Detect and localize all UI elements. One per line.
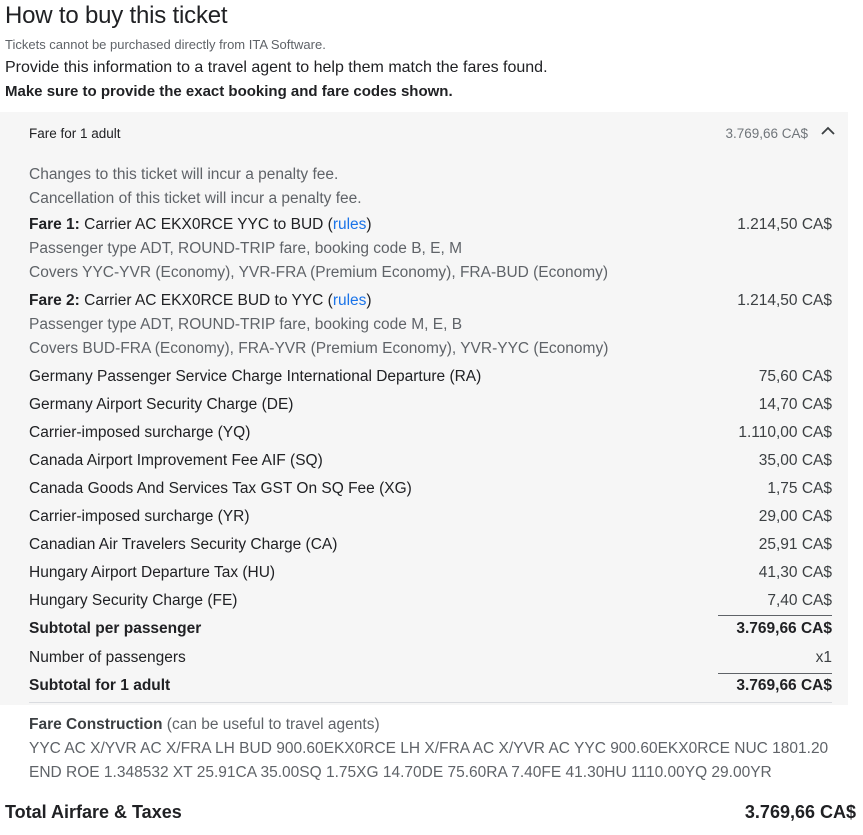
fare-1-detail-covers: Covers YYC-YVR (Economy), YVR-FRA (Premium Economy), FRA-BUD (Economy) [29, 264, 609, 281]
tax-label-sq: Canada Airport Improvement Fee AIF (SQ) [29, 452, 323, 469]
fare-2-rules-link[interactable]: rules [332, 292, 367, 309]
tax-amount-sq: 35,00 CA$ [758, 452, 832, 469]
fare-construction-line-1: YYC AC X/YVR AC X/FRA LH BUD 900.60EKX0RCE LH X/FRA AC X/YVR AC YYC 900.60EKX0RCE NUC 1801.20 [29, 740, 829, 757]
tax-label-xg: Canada Goods And Services Tax GST On SQ Fee (XG) [29, 480, 412, 497]
fare-1-detail-passenger: Passenger type ADT, ROUND-TRIP fare, booking code B, E, M [29, 240, 463, 257]
fare-2-detail-covers: Covers BUD-FRA (Economy), FRA-YVR (Premium Economy), YVR-YYC (Economy) [29, 340, 609, 357]
fare-header-amount: 3.769,66 CA$ [725, 126, 808, 141]
subtotal-adult-amount: 3.769,66 CA$ [736, 677, 832, 694]
purchase-note: Tickets cannot be purchased directly from ITA Software. [5, 37, 326, 52]
tax-amount-de: 14,70 CA$ [758, 396, 832, 413]
fare-2-amount: 1.214,50 CA$ [737, 292, 832, 309]
tax-label-yq: Carrier-imposed surcharge (YQ) [29, 424, 251, 441]
fare-construction-label: Fare Construction [29, 716, 163, 733]
fare-construction-heading [29, 716, 380, 734]
fare-1-label: Fare 1: [29, 216, 80, 233]
agent-instruction: Provide this information to a travel agent to help them match the fares found. [5, 59, 548, 76]
tax-amount-ra: 75,60 CA$ [758, 368, 832, 385]
tax-amount-fe: 7,40 CA$ [767, 592, 832, 609]
subtotal-adult-label: Subtotal for 1 adult [29, 677, 171, 694]
tax-label-hu: Hungary Airport Departure Tax (HU) [29, 564, 276, 581]
fare-2-detail-passenger: Passenger type ADT, ROUND-TRIP fare, booking code M, E, B [29, 316, 463, 333]
fare-construction-hint: (can be useful to travel agents) [162, 716, 380, 733]
tax-label-ra: Germany Passenger Service Charge International Departure (RA) [29, 368, 482, 385]
tax-label-ca: Canadian Air Travelers Security Charge (CA) [29, 536, 338, 553]
tax-label-fe: Hungary Security Charge (FE) [29, 592, 238, 609]
subtotal-per-passenger-label: Subtotal per passenger [29, 620, 202, 637]
fare-2-text: Carrier AC EKX0RCE BUD to YYC [84, 292, 324, 309]
fare-1-amount: 1.214,50 CA$ [737, 216, 832, 233]
fare-header-label: Fare for 1 adult [29, 126, 121, 141]
fare-1-row [29, 216, 372, 234]
tax-amount-yr: 29,00 CA$ [758, 508, 832, 525]
tax-amount-xg: 1,75 CA$ [767, 480, 832, 497]
penalty-cancel-note: Cancellation of this ticket will incur a penalty fee. [29, 190, 362, 207]
fare-1-close-paren: ) [366, 216, 372, 233]
adult-subtotal-separator [718, 673, 832, 674]
fare-1-text: Carrier AC EKX0RCE YYC to BUD [84, 216, 324, 233]
fare-1-rules-link[interactable]: rules [332, 216, 367, 233]
fare-2-row [29, 292, 372, 310]
booking-codes-warning: Make sure to provide the exact booking and fare codes shown. [5, 83, 453, 100]
fare-2-label: Fare 2: [29, 292, 80, 309]
fare-1-open-paren: ( [323, 216, 333, 233]
chevron-up-icon[interactable] [820, 124, 836, 138]
fare-2-open-paren: ( [323, 292, 333, 309]
passengers-label: Number of passengers [29, 649, 186, 666]
section-divider [29, 702, 832, 703]
tax-label-yr: Carrier-imposed surcharge (YR) [29, 508, 250, 525]
tax-amount-ca: 25,91 CA$ [758, 536, 832, 553]
subtotal-separator [718, 615, 832, 616]
tax-amount-yq: 1.110,00 CA$ [738, 424, 832, 441]
passengers-count: x1 [815, 649, 832, 666]
subtotal-per-passenger-amount: 3.769,66 CA$ [736, 620, 832, 637]
tax-label-de: Germany Airport Security Charge (DE) [29, 396, 294, 413]
tax-amount-hu: 41,30 CA$ [758, 564, 832, 581]
total-amount: 3.769,66 CA$ [744, 802, 856, 822]
fare-2-close-paren: ) [366, 292, 372, 309]
penalty-change-note: Changes to this ticket will incur a penalty fee. [29, 166, 339, 183]
fare-construction-line-2: END ROE 1.348532 XT 25.91CA 35.00SQ 1.75XG 14.70DE 75.60RA 7.40FE 41.30HU 1110.00YQ 29.00YR [29, 764, 772, 781]
total-label: Total Airfare & Taxes [5, 802, 182, 822]
page-title: How to buy this ticket [5, 2, 228, 29]
